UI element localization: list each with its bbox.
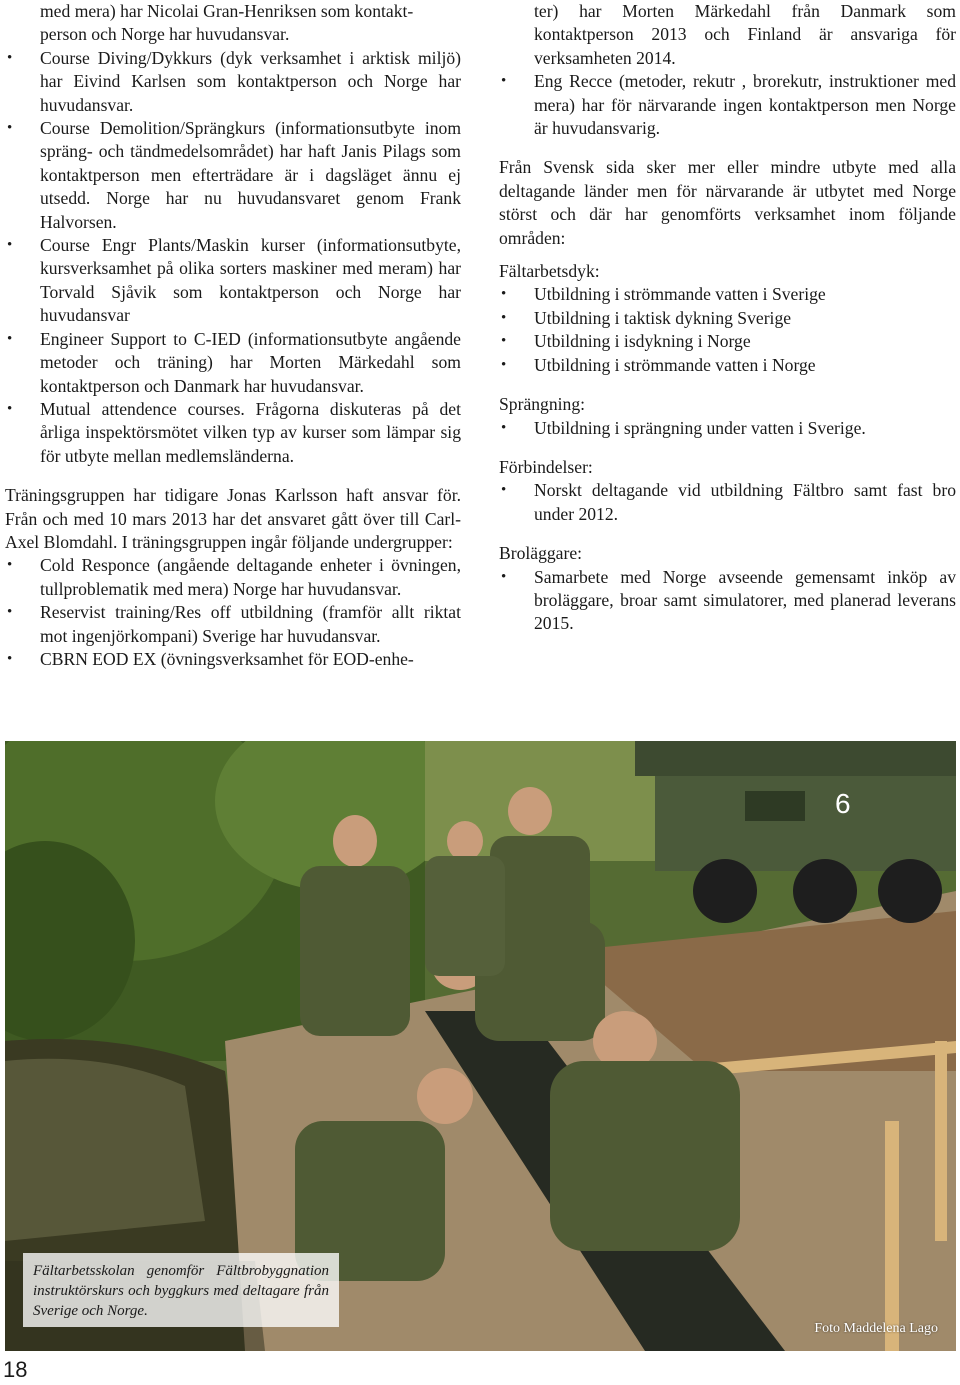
- bridge-building-photo: [5, 741, 956, 1351]
- bullet-icon: •: [501, 482, 507, 499]
- section-heading: Sprängning:: [499, 394, 586, 415]
- list-item: • Reservist training/Res off utbildning (framför allt riktat mot ingenjörkompani) Sverige har huvudansvar.: [7, 602, 461, 646]
- training-group-paragraph: Träningsgruppen har tidigare Jonas Karlsson haft ansvar för. Från och med 10 mars 2013 har det ansvaret gått över till Carl-Axel Blomdahl. I träningsgruppen ingår följande undergrupper:: [5, 485, 461, 552]
- section-list: [499, 566, 956, 636]
- list-item: • Utbildning i sprängning under vatten i Sverige.: [499, 417, 956, 440]
- bullet-icon: •: [501, 356, 507, 373]
- list-item: • Course Diving/Dykkurs (dyk verksamhet i arktisk miljö) har Eivind Karlsen som kontaktperson och Norge har huvudansvar.: [7, 47, 461, 115]
- bullet-icon: •: [7, 400, 13, 417]
- list-item: • Cold Responce (angående deltagande enheter i övningen, tullproblematik med mera) Norge har huvudansvar.: [7, 555, 461, 599]
- swedish-exchange-paragraph: Från Svensk sida sker mer eller mindre utbyte med alla deltagande länder men för närvarande är utbytet med Norge störst och där har genomförts verksamhet inom följande områden:: [499, 157, 956, 248]
- continued-text-line: person och Norge har huvudansvar.: [40, 24, 290, 45]
- bullet-icon: •: [501, 568, 507, 585]
- bullet-icon: •: [501, 419, 507, 436]
- section-list: [499, 479, 956, 526]
- truck-number: 6: [835, 788, 851, 819]
- bullet-icon: •: [7, 557, 13, 574]
- bullet-icon: •: [7, 237, 13, 254]
- section-list: [499, 417, 956, 440]
- list-item: • CBRN EOD EX (övningsverksamhet för EOD-enhe-: [5, 648, 461, 671]
- section-heading: Förbindelser:: [499, 456, 593, 477]
- section-heading: Broläggare:: [499, 543, 583, 564]
- recce-list: [499, 70, 956, 140]
- bullet-icon: •: [501, 309, 507, 326]
- bullet-icon: •: [7, 604, 13, 621]
- list-item: • Utbildning i taktisk dykning Sverige: [499, 307, 956, 330]
- subgroup-list: [5, 554, 461, 671]
- bullet-icon: •: [7, 650, 13, 667]
- photo-credit: Foto Maddelena Lago: [814, 1321, 938, 1336]
- bullet-icon: •: [501, 286, 507, 303]
- list-item: • Utbildning i strömmande vatten i Sverige: [499, 283, 956, 306]
- bullet-icon: •: [501, 73, 507, 90]
- list-item: • Samarbete med Norge avseende gemensamt inköp av broläggare, broar samt simulatorer, med planerad leverans 2015.: [501, 566, 956, 634]
- list-item: • Course Demolition/Sprängkurs (informationsutbyte inom spräng- och tändmedelsområdet) har haft Janis Pilags som kontaktperson men efterträdare är i dagsläget ännu ej utsedd. Norge har nu huvudansvaret genom Frank Halvorsen.: [7, 118, 461, 232]
- photo-caption: Fältarbetsskolan genomför Fältbrobyggnation instruktörskurs och byggkurs med deltagare från Sverige och Norge.: [23, 1253, 339, 1327]
- list-item: • Norskt deltagande vid utbildning Fältbro samt fast bro under 2012.: [501, 480, 956, 524]
- bullet-icon: •: [7, 330, 13, 347]
- list-item: • Eng Recce (metoder, rekutr , brorekutr, instruktioner med mera) har för närvarande ingen kontaktperson men Norge är huvudansvarig.: [501, 71, 956, 139]
- page-number: 18: [3, 1357, 28, 1382]
- right-column: [499, 0, 956, 636]
- list-item: • Mutual attendence courses. Frågorna diskuteras på det årliga inspektörsmötet vilken typ av kurser som lämpar sig för utbyte mellan medlemsländerna.: [7, 398, 461, 466]
- section-list: [499, 283, 956, 377]
- course-list: [5, 47, 461, 468]
- bullet-icon: •: [7, 120, 13, 137]
- left-column: [5, 0, 461, 671]
- list-item: • Utbildning i strömmande vatten i Norge: [499, 354, 956, 377]
- list-item: • Course Engr Plants/Maskin kurser (informationsutbyte, kursverksamhet på olika sorters maskiner med meram) har Torvald Sjåvik som kontaktperson och Norge har huvudansvar: [7, 235, 461, 326]
- continued-text: ter) har Morten Märkedahl från Danmark som kontaktperson 2013 och Finland är ansvariga för verksamheten 2014.: [534, 1, 956, 68]
- continued-text-line: med mera) har Nicolai Gran-Henriksen som kontakt-: [40, 1, 414, 21]
- list-item: • Utbildning i isdykning i Norge: [499, 330, 956, 353]
- bullet-icon: •: [501, 333, 507, 350]
- section-heading: Fältarbetsdyk:: [499, 261, 600, 282]
- list-item: • Engineer Support to C-IED (informationsutbyte angående metoder och träning) har Morten Märkedahl som kontaktperson och Danmark har huvudansvar.: [7, 328, 461, 396]
- bullet-icon: •: [7, 49, 13, 66]
